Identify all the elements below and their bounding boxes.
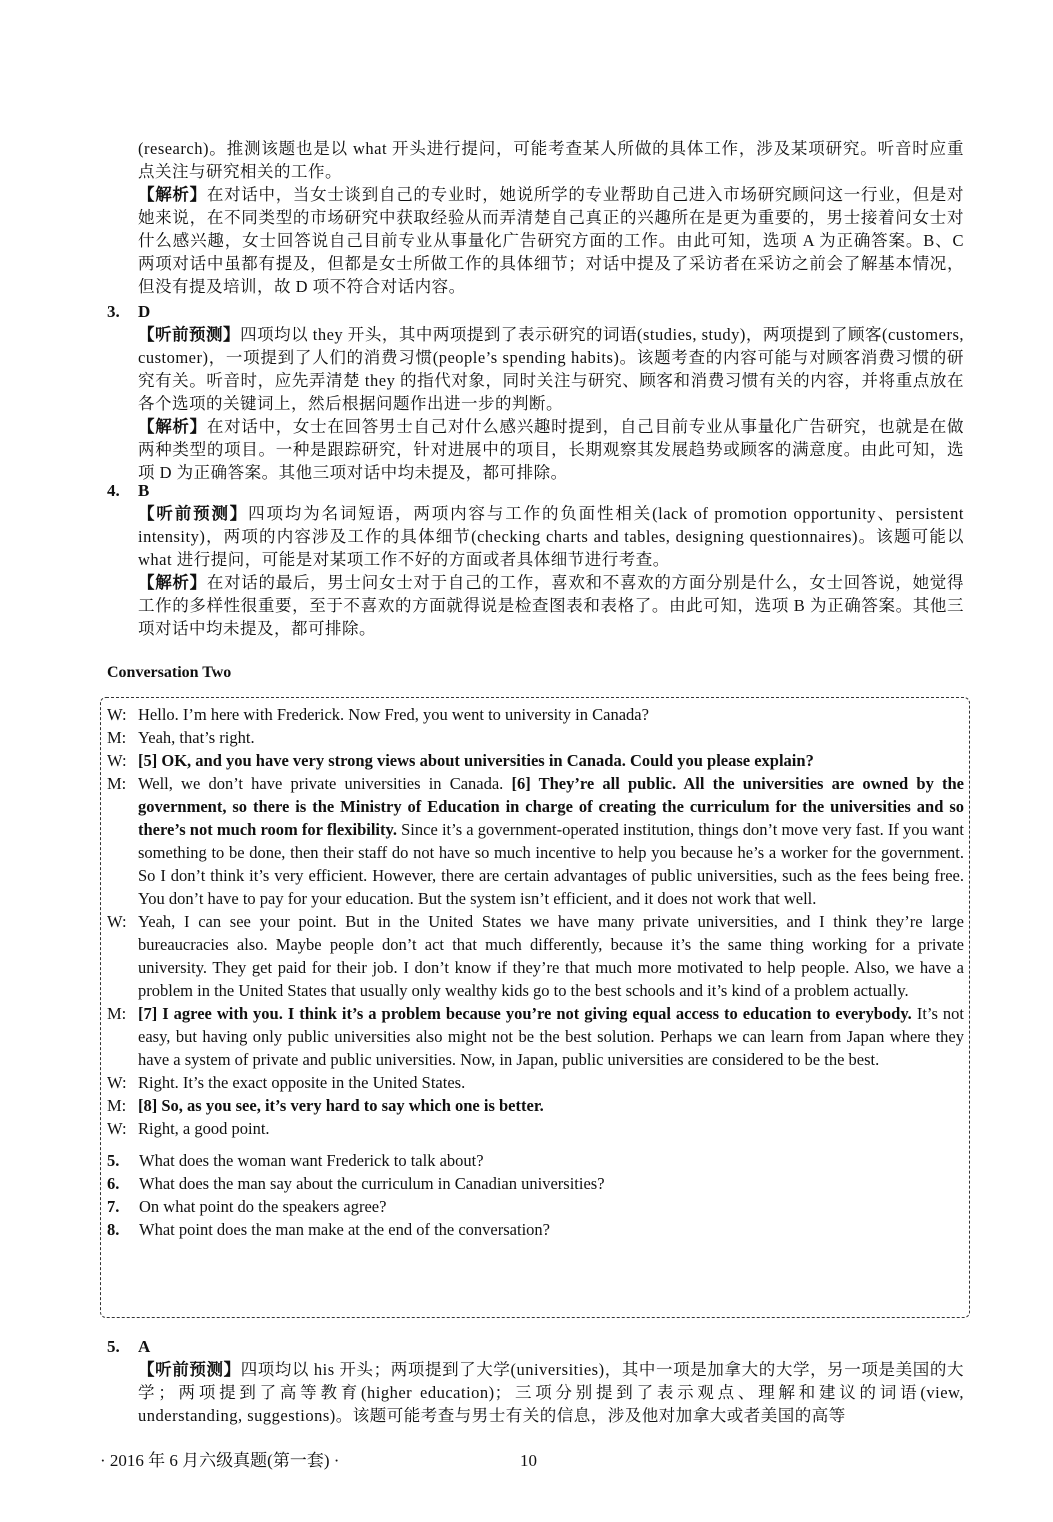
key-sentence: [6] They’re all public. All the universities are owned by the government, so there is the Ministry of Education in charge of creating the curriculum for the universities and so there’s not much room for flexibility.	[138, 774, 964, 839]
dialog-line	[107, 772, 964, 910]
question-text: What does the woman want Frederick to talk about?	[139, 1151, 484, 1170]
question-text: What point does the man make at the end of the conversation?	[139, 1220, 550, 1239]
prediction-text: 四项均为名词短语，两项内容与工作的负面性相关(lack of promotion opportunity、persistent intensity)，两项的内容涉及工作的具体细节(checking charts and tables, designing questionnaires)。该题可能以 what 进行提问，可能是对某项工作不好的方面或者具体细节进行考查。	[138, 504, 965, 569]
transcript	[107, 703, 964, 1241]
answer-5-explanation	[138, 1358, 964, 1427]
dialog-line	[107, 726, 964, 749]
analysis-text: 在对话中，女士在回答男士自己对什么感兴趣时提到，自己目前专业从事量化广告研究，也就是在做两种类型的项目。一种是跟踪研究，针对进展中的项目，长期观察其发展趋势或顾客的满意度。由此可知，选项 D 为正确答案。其他三项对话中均未提及，都可排除。	[138, 417, 965, 482]
dialog-text: Well, we don’t have private universities in Canada.	[138, 774, 512, 793]
dialog-text: Hello. I’m here with Frederick. Now Fred, you went to university in Canada?	[138, 705, 649, 724]
speaker-label: W:	[107, 751, 127, 770]
prediction-text: 四项均以 they 开头，其中两项提到了表示研究的词语(studies, study)，两项提到了顾客(customers, customer)，一项提到了人们的消费习惯(people’s spending habits)。该题考查的内容可能与对顾客消费习惯的研究有关。听音时，应先弄清楚 they 的指代对象，同时关注与研究、顾客和消费习惯有关的内容，并将重点放在各个选项的关键词上，然后根据问题作出进一步的判断。	[138, 325, 964, 413]
question-number: 8.	[107, 1220, 120, 1239]
dialog-text: Yeah, I can see your point. But in the United States we have many private universities, and I think they’re large bureaucracies also. Maybe people don’t act that much differently, because it’s the same thing working for a private university. They get paid for their job. I don’t know if they’re that much more motivated to help people. Also, we have a problem in the United States that usually only wealthy kids go to the best schools and it’s kind of a problem actually.	[138, 912, 964, 1000]
page-number: 10	[520, 1451, 537, 1470]
analysis-tag: 【解析】	[138, 185, 207, 204]
question-item	[107, 1218, 964, 1241]
dialog-text: Since it’s a government-operated institution, things don’t move very fast. If you want something to be done, then their staff do not have so much incentive to help you because he’s a worker for the government. So I don’t think it’s very efficient. However, there are certain advantages of public universities, such as the fees being free. You don’t have to pay for your education. But the system isn’t efficient, and it does not work that well.	[138, 820, 964, 908]
dialog-text: It’s not easy, but having only public universities also might not be the best solution. Perhaps we can learn from Japan where they have a system of private and public universities. Now, in Japan, public universities are considered to be the best.	[138, 1004, 964, 1069]
speaker-label: W:	[107, 705, 127, 724]
dialog-line	[107, 1117, 964, 1140]
answer-letter: B	[138, 481, 150, 500]
question-item	[107, 1195, 964, 1218]
answer-number: 3.	[107, 302, 120, 321]
dialog-line	[107, 1002, 964, 1071]
speaker-label: W:	[107, 1119, 127, 1138]
prediction-continuation: (research)。推测该题也是以 what 开头进行提问，可能考查某人所做的具体工作，涉及某项研究。听音时应重点关注与研究相关的工作。	[138, 139, 964, 181]
dialog-lines	[107, 703, 964, 1140]
prediction-text: 四项均以 his 开头；两项提到了大学(universities)，其中一项是加拿大的大学，另一项是美国的大学；两项提到了高等教育(higher education)；三项分别提到了表示观点、理解和建议的词语(view, understanding, suggestions)。该题可能考查与男士有关的信息，涉及他对加拿大或者美国的高等	[138, 1360, 964, 1425]
answer-letter: D	[138, 302, 151, 321]
prediction-tag: 【听前预测】	[138, 504, 249, 523]
prediction-paragraph	[138, 1358, 964, 1427]
question-number: 7.	[107, 1197, 120, 1216]
key-sentence: [7] I agree with you. I think it’s a problem because you’re not giving equal access to education to everybody.	[138, 1004, 912, 1023]
dialog-line	[107, 1071, 964, 1094]
question-item	[107, 1149, 964, 1172]
analysis-paragraph	[138, 571, 964, 640]
question-item	[107, 1172, 964, 1195]
dialog-line	[107, 749, 964, 772]
question-text: On what point do the speakers agree?	[139, 1197, 387, 1216]
dialog-text: Yeah, that’s right.	[138, 728, 255, 747]
speaker-label: W:	[107, 912, 127, 931]
question-text: What does the man say about the curriculum in Canadian universities?	[139, 1174, 605, 1193]
question-list	[107, 1149, 964, 1241]
dialog-line	[107, 703, 964, 726]
analysis-paragraph	[138, 415, 964, 484]
speaker-label: W:	[107, 1073, 127, 1092]
speaker-label: M:	[107, 774, 127, 793]
analysis-tag: 【解析】	[138, 573, 207, 592]
footer-title: · 2016 年 6 月六级真题(第一套) ·	[100, 1451, 340, 1470]
speaker-label: M:	[107, 1004, 127, 1023]
speaker-label: M:	[107, 1096, 127, 1115]
prediction-paragraph	[138, 502, 964, 571]
key-sentence: [8] So, as you see, it’s very hard to say which one is better.	[138, 1096, 544, 1115]
prediction-tag: 【听前预测】	[138, 1360, 241, 1379]
question-number: 5.	[107, 1151, 120, 1170]
answer-letter: A	[138, 1337, 151, 1356]
analysis-paragraph	[138, 183, 964, 298]
question-number: 6.	[107, 1174, 120, 1193]
analysis-text: 在对话中，当女士谈到自己的专业时，她说所学的专业帮助自己进入市场研究顾问这一行业，但是对她来说，在不同类型的市场研究中获取经验从而弄清楚自己真正的兴趣所在是更为重要的，男士接着问女士对什么感兴趣，女士回答说自己目前专业从事量化广告研究方面的工作。由此可知，选项 A 为正确答案。B、C 两项对话中虽都有提及，但都是女士所做工作的具体细节；对话中提及了采访者在采访之前会了解基本情况，但没有提及培训，故 D 项不符合对话内容。	[138, 185, 965, 296]
dialog-line	[107, 910, 964, 1002]
section-title: Conversation Two	[107, 664, 232, 681]
dialog-text: Right, a good point.	[138, 1119, 270, 1138]
answer-number: 4.	[107, 481, 120, 500]
analysis-tag: 【解析】	[138, 417, 207, 436]
dialog-line	[107, 1094, 964, 1117]
answer-number: 5.	[107, 1337, 120, 1356]
prediction-paragraph	[138, 323, 964, 415]
analysis-text: 在对话的最后，男士问女士对于自己的工作，喜欢和不喜欢的方面分别是什么，女士回答说，她觉得工作的多样性很重要，至于不喜欢的方面就得说是检查图表和表格了。由此可知，选项 B 为正确答案。其他三项对话中均未提及，都可排除。	[138, 573, 965, 638]
prev-answer-continuation	[138, 137, 964, 298]
answer-4-explanation	[138, 502, 964, 640]
answer-3-explanation	[138, 323, 964, 484]
prediction-tag: 【听前预测】	[138, 325, 241, 344]
dialog-text: Right. It’s the exact opposite in the United States.	[138, 1073, 466, 1092]
speaker-label: M:	[107, 728, 127, 747]
key-sentence: [5] OK, and you have very strong views about universities in Canada. Could you please explain?	[138, 751, 814, 770]
